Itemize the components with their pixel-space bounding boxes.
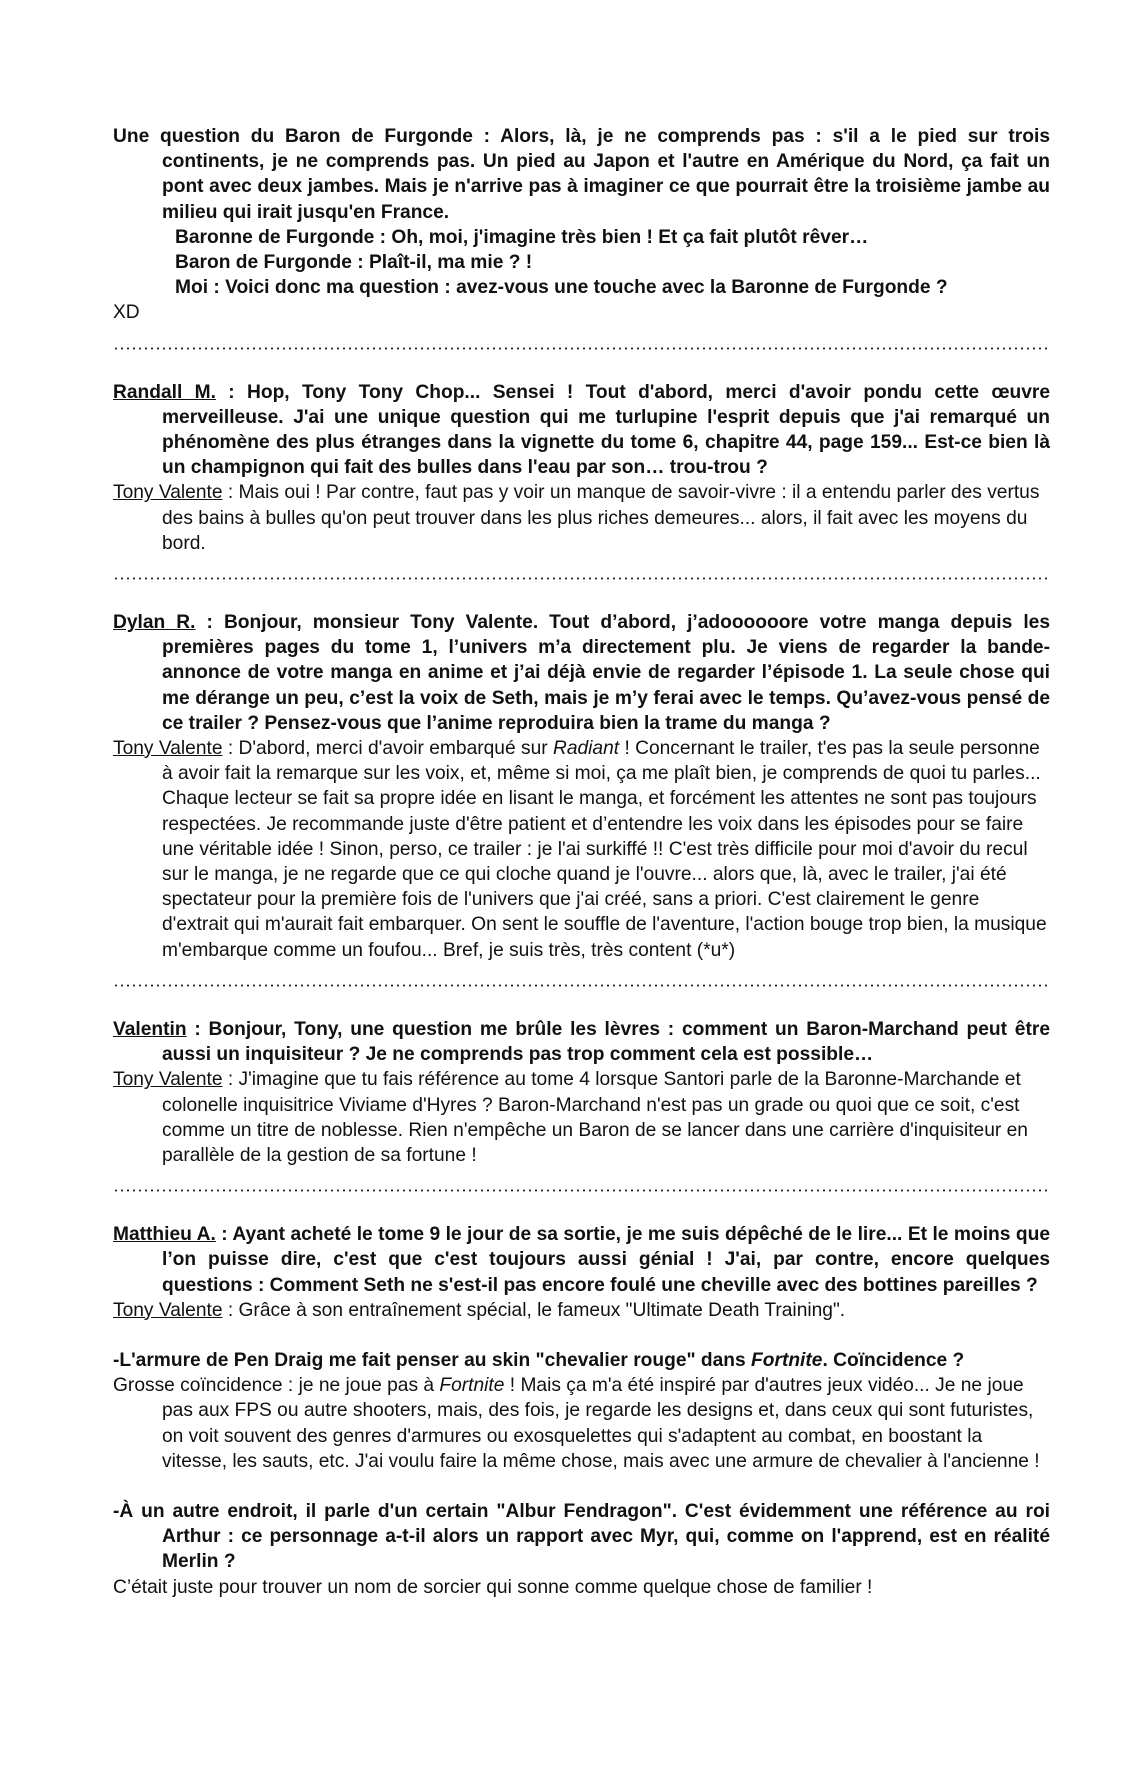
dylan-question bbox=[113, 610, 1050, 736]
document-page bbox=[113, 124, 1050, 1600]
matthieu-question bbox=[113, 1222, 1050, 1298]
answer-italic: Fortnite bbox=[439, 1375, 505, 1397]
question-italic: Fortnite bbox=[751, 1349, 823, 1371]
answerer-name: Tony Valente bbox=[113, 1069, 223, 1091]
dotted-separator bbox=[113, 1189, 1050, 1192]
baron-line-3: Moi : Voici donc ma question : avez-vous une touche avec la Baronne de Furgonde ? bbox=[175, 277, 948, 299]
baron-xd: XD bbox=[113, 302, 140, 324]
answer-italic: Radiant bbox=[552, 738, 620, 760]
answer-text: Grosse coïncidence : je ne joue pas à bbox=[113, 1375, 440, 1397]
dylan-entry bbox=[113, 610, 1050, 963]
question-text: : Ayant acheté le tome 9 le jour de sa sortie, je me suis dépêché de le lire... Et le moins que l’on puisse dire, c'est que c'est toujours aussi génial ! J'ai, par contre, encore quelques questions : Comment Seth ne s'est-il pas encore foulé une cheville avec des bottines pareilles ? bbox=[162, 1224, 1050, 1296]
answer-text: : J'imagine que tu fais référence au tome 4 lorsque Santori parle de la Baronne-Marchande et colonelle inquisitrice Viviame d'Hyres ? Baron-Marchand n'est pas un grade ou quoi que ce soit, c'est comme un titre de noblesse. Rien n'empêche un Baron de se lancer dans une carrière d'inquisiteur en parallèle de la gestion de sa fortune ! bbox=[162, 1069, 1028, 1166]
randall-question bbox=[113, 380, 1050, 481]
answerer-name: Tony Valente bbox=[113, 1299, 223, 1321]
matthieu-question-2 bbox=[113, 1348, 1050, 1373]
dotted-separator bbox=[113, 984, 1050, 987]
answer-text: : Mais oui ! Par contre, faut pas y voir un manque de savoir-vivre : il a entendu parler des vertus des bains à bulles qu'on peut trouver dans les plus riches demeures... alors, il fait avec les moyens du bord. bbox=[162, 482, 1040, 554]
answerer-name: Tony Valente bbox=[113, 738, 223, 760]
matthieu-answer-3: C’était juste pour trouver un nom de sorcier qui sonne comme quelque chose de familier ! bbox=[113, 1576, 873, 1598]
asker-name: Dylan R. bbox=[113, 612, 196, 634]
paragraph-gap bbox=[113, 1323, 1050, 1348]
question-text: : Hop, Tony Tony Chop... Sensei ! Tout d'abord, merci d'avoir pondu cette œuvre merveilleuse. J'ai une unique question qui me turlupine l'esprit depuis que j'ai remarqué un phénomène des plus étranges dans la vignette du tome 6, chapitre 44, page 159... Est-ce bien là un champignon qui fait des bulles dans l'eau par son… trou-trou ? bbox=[162, 381, 1050, 479]
valentin-question bbox=[113, 1017, 1050, 1067]
answer-text-cont: ! Concernant le trailer, t'es pas la seule personne à avoir fait la remarque sur les voix, et, même si moi, ça me plaît bien, je comprends de quoi tu parles... Chaque lecteur se fait sa propre idée en lisant le manga, et forcément les attentes ne sont pas toujours respectées. Je recommande juste d'être patient et d’entendre les voix dans les épisodes pour se faire une véritable idée ! Sinon, perso, ce trailer : je l'ai surkiffé !! C'est très difficile pour moi d'avoir du recul sur le manga, je ne regarde que ce qui cloche quand je l'ouvre... alors que, là, avec le trailer, j'ai été spectateur pour la première fois de l'univers que j'ai créé, sans a priori. C'est clairement le genre d'extrait qui m'aurait fait embarquer. On sent le souffle de l'aventure, l'action bouge trop bien, la musique m'embarque comme un foufou... Bref, je suis très, très content (*u*) bbox=[162, 738, 1047, 961]
answer-text: : D'abord, merci d'avoir embarqué sur bbox=[222, 738, 553, 760]
question-text: : Bonjour, monsieur Tony Valente. Tout d’abord, j’adoooooore votre manga depuis les premières pages du tome 1, l’univers m’a directement plu. Je viens de regarder la bande-annonce de votre manga en anime et j’ai déjà envie de regarder l’épisode 1. La seule chose qui me dérange un peu, c’est la voix de Seth, mais je m’y ferai avec le temps. Qu’avez-vous pensé de ce trailer ? Pensez-vous que l’anime reproduira bien la trame du manga ? bbox=[162, 612, 1050, 734]
randall-entry bbox=[113, 380, 1050, 556]
question-text: : Bonjour, Tony, une question me brûle les lèvres : comment un Baron-Marchand peut être aussi un inquisiteur ? Je ne comprends pas trop comment cela est possible… bbox=[162, 1018, 1050, 1066]
matthieu-entry bbox=[113, 1222, 1050, 1600]
baron-question: Une question du Baron de Furgonde : Alors, là, je ne comprends pas : s'il a le pied sur trois continents, je ne comprends pas. Un pied au Japon et l'autre en Amérique du Nord, ça fait un pont avec deux jambes. Mais je n'arrive pas à imaginer ce que pourrait être la troisième jambe au milieu qui irait jusqu'en France. bbox=[113, 126, 1050, 223]
valentin-answer bbox=[113, 1067, 1050, 1168]
baron-entry bbox=[113, 124, 1050, 326]
asker-name: Matthieu A. bbox=[113, 1224, 216, 1246]
baron-line-1: Baronne de Furgonde : Oh, moi, j'imagine très bien ! Et ça fait plutôt rêver… bbox=[175, 226, 869, 248]
dotted-separator bbox=[113, 577, 1050, 580]
matthieu-answer bbox=[113, 1298, 1050, 1323]
matthieu-question-3: -À un autre endroit, il parle d'un certain "Albur Fendragon". C'est évidemment une référence au roi Arthur : ce personnage a-t-il alors un rapport avec Myr, qui, comme on l'apprend, est en réalité Merlin ? bbox=[113, 1500, 1050, 1573]
valentin-entry bbox=[113, 1017, 1050, 1168]
dotted-separator bbox=[113, 347, 1050, 350]
asker-name: Randall M. bbox=[113, 381, 216, 403]
answer-text-cont: ! Mais ça m'a été inspiré par d'autres jeux vidéo... Je ne joue pas aux FPS ou autre shooters, mais, des fois, je regarde les designs et, dans ceux qui sont futuristes, on voit souvent des genres d'armures ou exosquelettes qui s'adaptent au combat, en boostant la vitesse, les sauts, etc. J'ai voulu faire la même chose, mais avec une armure de chevalier à l'ancienne ! bbox=[162, 1375, 1040, 1472]
question-text: -L'armure de Pen Draig me fait penser au skin "chevalier rouge" dans bbox=[113, 1349, 752, 1371]
asker-name: Valentin bbox=[113, 1018, 187, 1040]
dylan-answer bbox=[113, 736, 1050, 963]
paragraph-gap bbox=[113, 1474, 1050, 1499]
answerer-name: Tony Valente bbox=[113, 482, 223, 504]
question-text-cont: . Coïncidence ? bbox=[822, 1349, 965, 1371]
answer-text: : Grâce à son entraînement spécial, le fameux "Ultimate Death Training". bbox=[222, 1299, 846, 1321]
baron-line-2: Baron de Furgonde : Plaît-il, ma mie ? ! bbox=[175, 252, 533, 274]
randall-answer bbox=[113, 480, 1050, 556]
matthieu-answer-2 bbox=[113, 1373, 1050, 1474]
